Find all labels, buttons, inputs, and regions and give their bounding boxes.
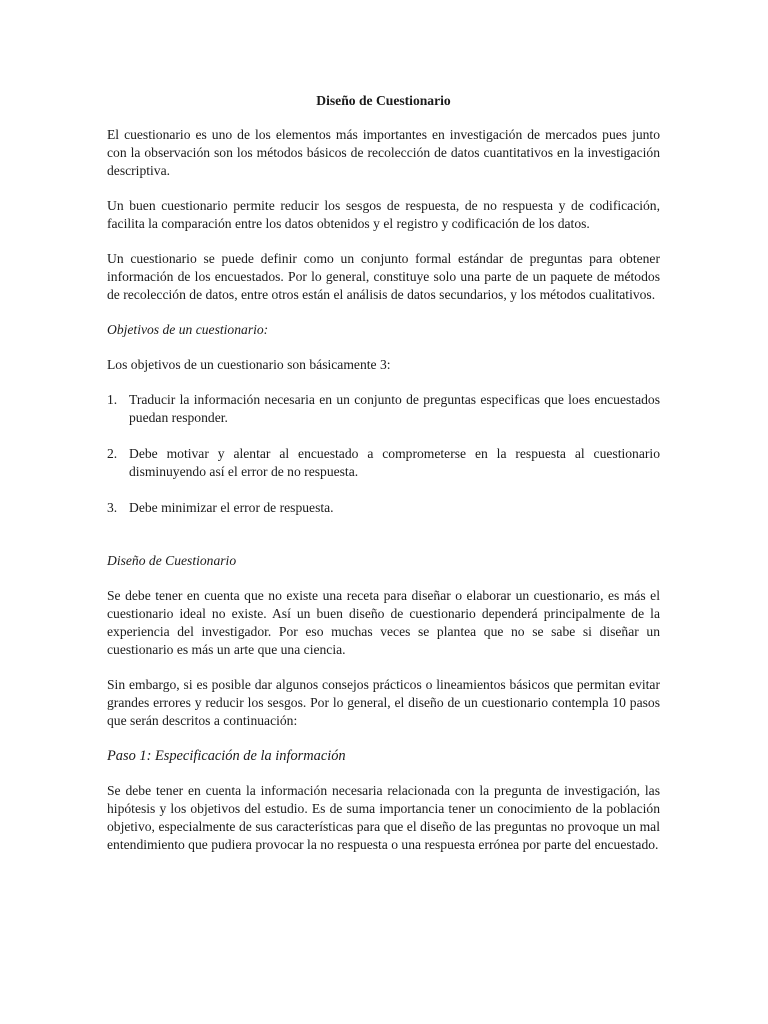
objetivos-list — [107, 391, 660, 517]
intro-paragraph-2: Un buen cuestionario permite reducir los sesgos de respuesta, de no respuesta y de codificación, facilita la comparación entre los datos obtenidos y el registro y codificación de los datos. — [107, 198, 660, 231]
list-item — [107, 499, 660, 517]
list-item-text: Debe minimizar el error de respuesta. — [129, 500, 334, 515]
diseno-paragraph-2: Sin embargo, si es posible dar algunos consejos prácticos o lineamientos básicos que permitan evitar grandes errores y reducir los sesgos. Por lo general, el diseño de un cuestionario contempla 10 pasos que serán descritos a continuación: — [107, 677, 660, 728]
objetivos-intro: Los objetivos de un cuestionario son básicamente 3: — [107, 357, 391, 372]
list-item — [107, 445, 660, 481]
list-item-number: 3. — [107, 500, 118, 515]
list-item-text: Traducir la información necesaria en un conjunto de preguntas especificas que loes encuestados puedan responder. — [129, 392, 660, 425]
list-item-number: 1. — [107, 392, 118, 407]
document-title: Diseño de Cuestionario — [316, 93, 451, 108]
paso1-paragraph-1: Se debe tener en cuenta la información necesaria relacionada con la pregunta de investigación, las hipótesis y los objetivos del estudio. Es de suma importancia tener un conocimiento de la población objetivo, especialmente de sus características para que el diseño de las preguntas no provoque un mal entendimiento que pudiera provocar la no respuesta o una respuesta errónea por parte del encuestado. — [107, 783, 660, 852]
paso1-heading: Paso 1: Especificación de la información — [107, 748, 346, 764]
list-item-number: 2. — [107, 446, 118, 461]
list-item-text: Debe motivar y alentar al encuestado a comprometerse en la respuesta al cuestionario disminuyendo así el error de no respuesta. — [129, 446, 660, 479]
diseno-heading: Diseño de Cuestionario — [107, 553, 237, 568]
list-item — [107, 391, 660, 427]
intro-paragraph-3: Un cuestionario se puede definir como un conjunto formal estándar de preguntas para obtener información de los encuestados. Por lo general, constituye solo una parte de un paquete de métodos de recolección de datos, entre otros están el análisis de datos secundarios, y los métodos cualitativos. — [107, 251, 660, 302]
document-page — [107, 92, 660, 871]
objetivos-heading: Objetivos de un cuestionario: — [107, 322, 269, 337]
diseno-paragraph-1: Se debe tener en cuenta que no existe una receta para diseñar o elaborar un cuestionario, es más el cuestionario ideal no existe. Así un buen diseño de cuestionario dependerá principalmente de la experiencia del investigador. Por eso muchas veces se plantea que no se sabe si diseñar un cuestionario es más un arte que una ciencia. — [107, 588, 660, 657]
intro-paragraph-1: El cuestionario es uno de los elementos más importantes en investigación de mercados pues junto con la observación son los métodos básicos de recolección de datos cuantitativos en la investigación descriptiva. — [107, 127, 660, 178]
